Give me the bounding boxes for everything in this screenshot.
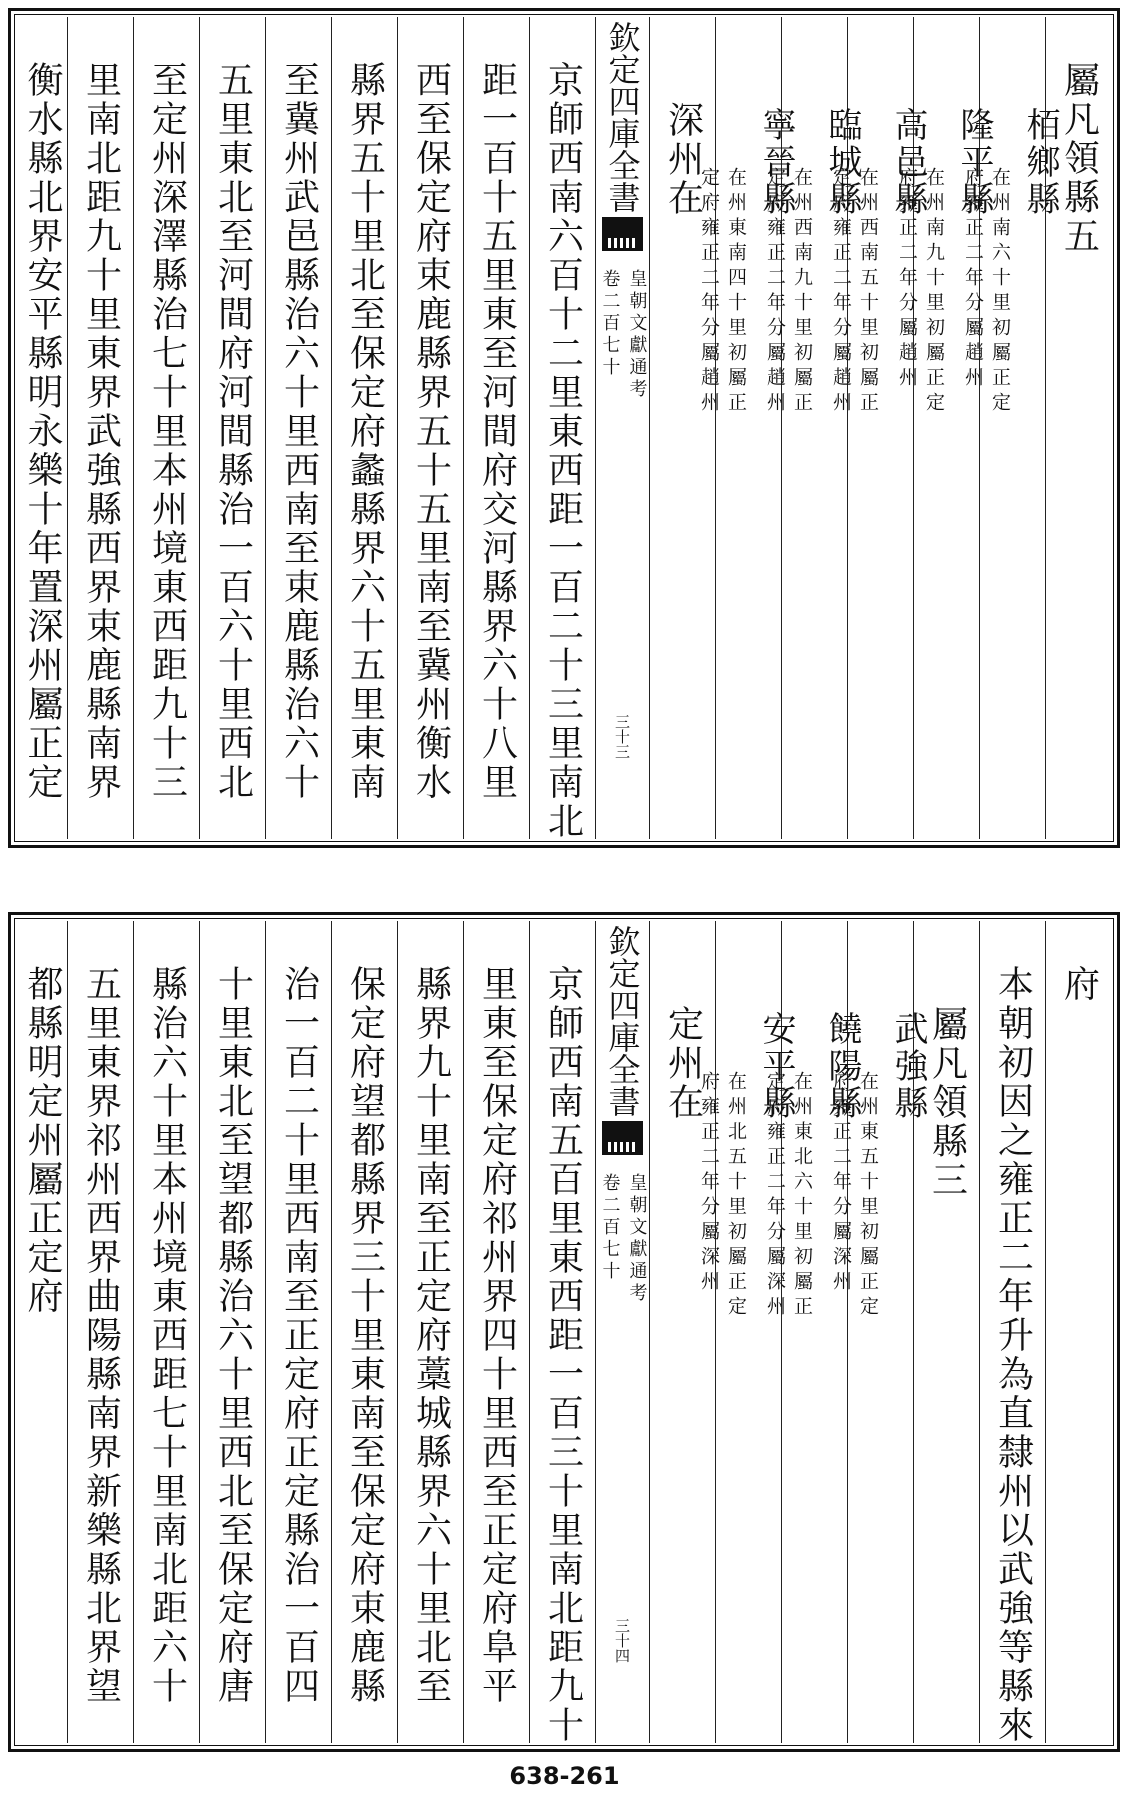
entry-note: 在州西南九十里初屬正 bbox=[791, 167, 813, 417]
text-column: 距一百十五里東至河間府交河縣界六十八里 bbox=[463, 17, 529, 839]
section-heading: 深州在 bbox=[662, 101, 704, 218]
county-name: 栢鄉縣 bbox=[1020, 107, 1060, 218]
top-page bbox=[8, 8, 1120, 848]
bottom-page bbox=[8, 912, 1120, 1752]
text-column: 縣界九十里南至正定府藁城縣界六十里北至 bbox=[397, 921, 463, 1743]
county-name: 寧晉縣 bbox=[756, 107, 796, 218]
text-column: 屬凡領縣三 bbox=[913, 921, 979, 1743]
book-title: 欽定四庫全書 bbox=[603, 925, 642, 1117]
entry-note: 定府雍正二年分屬深州 bbox=[764, 1071, 786, 1321]
text-column: 五里東界祁州西界曲陽縣南界新樂縣北界望 bbox=[67, 921, 133, 1743]
text-column: 里南北距九十里東界武強縣西界束鹿縣南界 bbox=[67, 17, 133, 839]
center-gutter bbox=[595, 921, 649, 1743]
text-column: 十里東北至望都縣治六十里西北至保定府唐 bbox=[199, 921, 265, 1743]
text-column: 至冀州武邑縣治六十里西南至束鹿縣治六十 bbox=[265, 17, 331, 839]
entry-note: 在州東北六十里初屬正 bbox=[791, 1071, 813, 1321]
text-column: 都縣明定州屬正定府 bbox=[22, 965, 63, 1316]
text-column: 縣界五十里北至保定府蠡縣界六十五里東南 bbox=[331, 17, 397, 839]
county-name: 安平縣 bbox=[756, 1011, 796, 1122]
heading-column bbox=[649, 17, 715, 839]
heading-column bbox=[649, 921, 715, 1743]
text-column: 本朝初因之雍正二年升為直隸州以武強等縣來 bbox=[979, 921, 1045, 1743]
leaf-number: 三十三 bbox=[613, 714, 631, 759]
text-column: 西至保定府束鹿縣界五十五里南至冀州衡水 bbox=[397, 17, 463, 839]
text-column: 縣治六十里本州境東西距七十里南北距六十 bbox=[133, 921, 199, 1743]
entry-note: 定府雍正二年分屬趙州 bbox=[830, 167, 852, 417]
top-columns bbox=[17, 17, 1111, 839]
center-gutter bbox=[595, 17, 649, 839]
county-name: 武強縣 bbox=[888, 1011, 928, 1122]
entry-note: 府雍正二年分屬深州 bbox=[698, 1071, 720, 1296]
gutter-volume: 卷二百七十 bbox=[599, 1173, 621, 1283]
entry-note: 在州東五十里初屬正定 bbox=[857, 1071, 879, 1321]
text-column: 衡水縣北界安平縣明永樂十年置深州屬正定 bbox=[22, 61, 63, 802]
gutter-subtitle: 皇朝文獻通考 bbox=[626, 1173, 648, 1305]
entry-note: 定府雍正二年分屬趙州 bbox=[698, 167, 720, 417]
text-column: 保定府望都縣界三十里東南至保定府束鹿縣 bbox=[331, 921, 397, 1743]
county-name: 高邑縣 bbox=[888, 107, 928, 218]
entry-note: 府雍正二年分屬趙州 bbox=[896, 167, 918, 392]
text-column: 治一百二十里西南至正定府正定縣治一百四 bbox=[265, 921, 331, 1743]
section-heading: 定州在 bbox=[662, 1005, 704, 1122]
leaf-number: 三十四 bbox=[613, 1618, 631, 1663]
fish-tail-mark bbox=[602, 217, 643, 251]
text-column: 府 bbox=[1045, 921, 1111, 1743]
county-name: 臨城縣 bbox=[822, 107, 862, 218]
entry-note: 定府雍正二年分屬趙州 bbox=[764, 167, 786, 417]
bottom-columns bbox=[17, 921, 1111, 1743]
gutter-subtitle: 皇朝文獻通考 bbox=[626, 269, 648, 401]
gutter-volume: 卷二百七十 bbox=[599, 269, 621, 379]
entry-note: 府雍正二年分屬趙州 bbox=[962, 167, 984, 392]
text-column: 里東至保定府祁州界四十里西至正定府阜平 bbox=[463, 921, 529, 1743]
entry-note: 在州南九十里初屬正定 bbox=[923, 167, 945, 417]
entry-column bbox=[698, 921, 796, 1743]
entry-column bbox=[698, 17, 796, 839]
text-column: 京師西南五百里東西距一百三十里南北距九十 bbox=[529, 921, 595, 1743]
entry-note: 府雍正二年分屬深州 bbox=[830, 1071, 852, 1296]
county-name: 饒陽縣 bbox=[822, 1011, 862, 1122]
text-column: 至定州深澤縣治七十里本州境東西距九十三 bbox=[133, 17, 199, 839]
page-number: 638-261 bbox=[509, 1762, 620, 1790]
text-column: 五里東北至河間府河間縣治一百六十里西北 bbox=[199, 17, 265, 839]
county-name: 隆平縣 bbox=[954, 107, 994, 218]
text-column: 屬凡領縣五 bbox=[1058, 61, 1100, 256]
entry-note: 在州南六十里初屬正定 bbox=[989, 167, 1011, 417]
book-title: 欽定四庫全書 bbox=[603, 21, 642, 213]
entry-note: 在州東南四十里初屬正 bbox=[725, 167, 747, 417]
entry-note: 在州北五十里初屬正定 bbox=[725, 1071, 747, 1321]
text-column: 京師西南六百十二里東西距一百二十三里南北 bbox=[529, 17, 595, 839]
fish-tail-mark bbox=[602, 1121, 643, 1155]
entry-note: 在州西南五十里初屬正 bbox=[857, 167, 879, 417]
